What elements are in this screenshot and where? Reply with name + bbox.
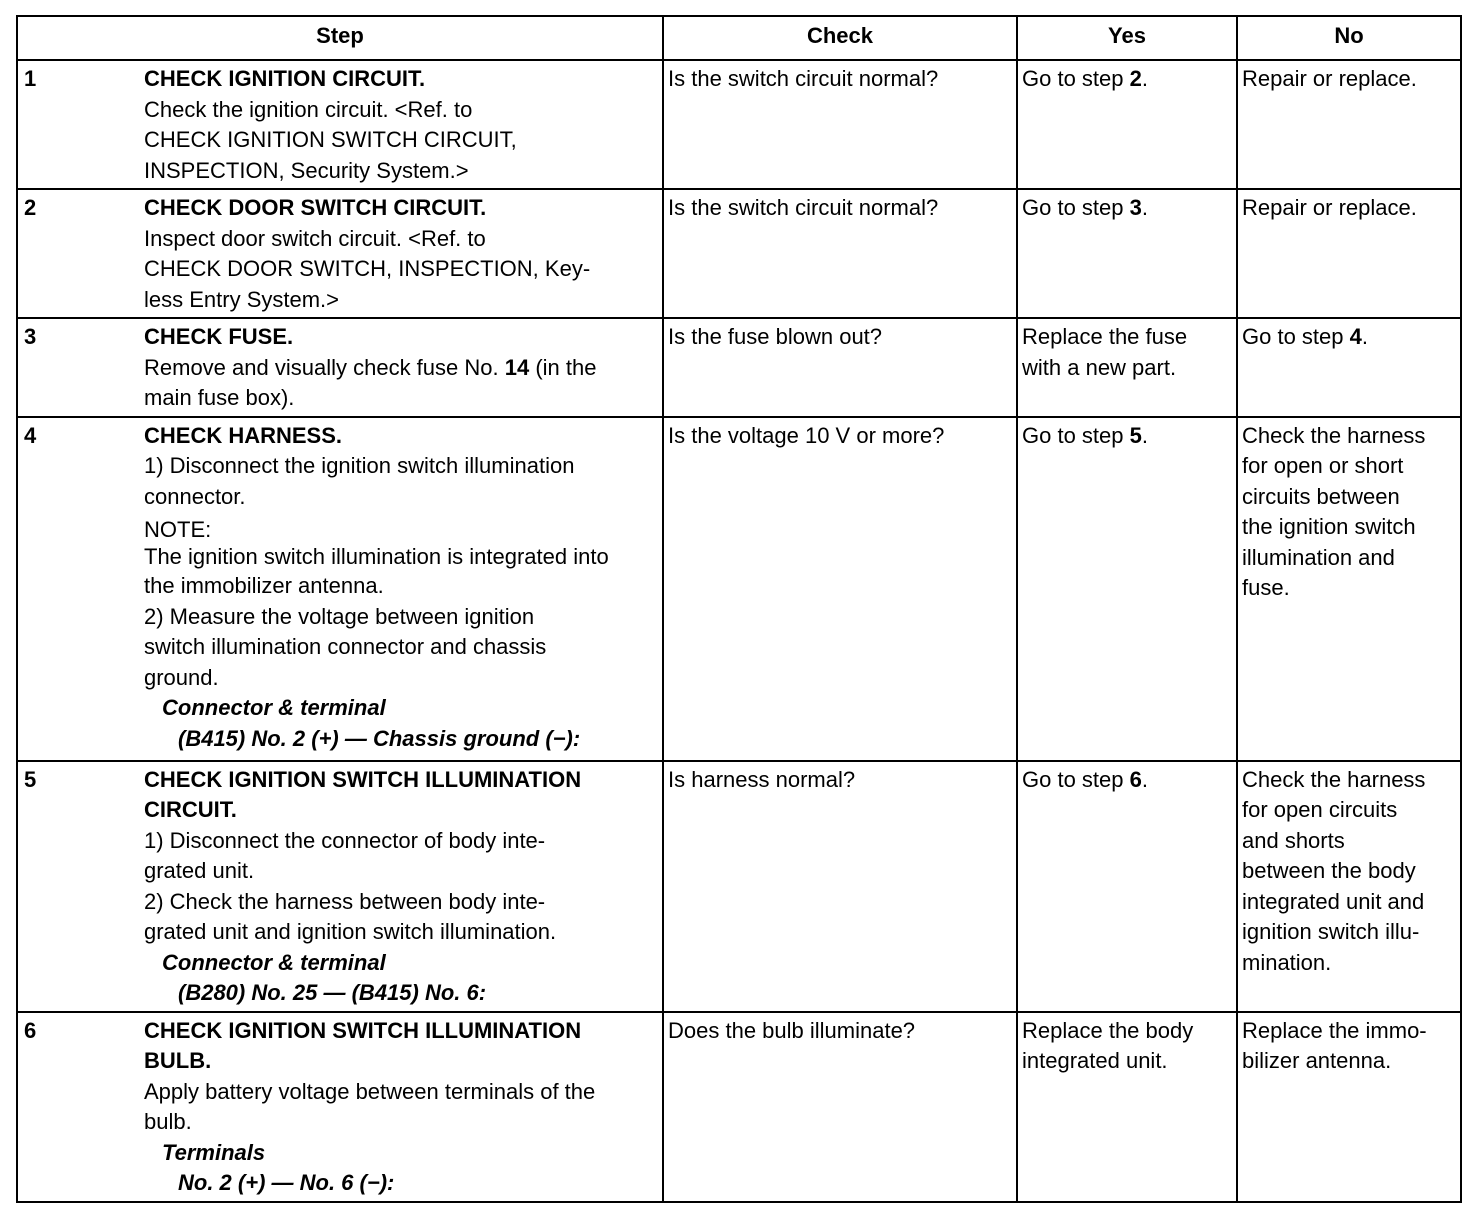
header-check: Check xyxy=(663,16,1017,60)
step-line: grated unit and ignition switch illumination. xyxy=(144,919,557,944)
header-yes: Yes xyxy=(1017,16,1237,60)
step-line: INSPECTION, Security System.> xyxy=(144,157,469,183)
yes-line: with a new part. xyxy=(1022,354,1177,380)
yes-suffix: . xyxy=(1141,195,1148,220)
step-cell xyxy=(17,417,663,761)
no-line: for open or short xyxy=(1242,453,1404,478)
step-body xyxy=(144,1016,658,1199)
no-line: illumination and xyxy=(1242,544,1395,570)
no-line: between the body xyxy=(1242,858,1416,883)
table-row xyxy=(17,1012,1461,1202)
yes-step-number: 3 xyxy=(1129,195,1142,220)
no-cell xyxy=(1237,761,1461,1012)
check-cell: Is the switch circuit normal? xyxy=(663,60,1017,189)
check-cell: Is harness normal? xyxy=(663,761,1017,1012)
step-title: CHECK IGNITION CIRCUIT. xyxy=(144,66,426,91)
no-line: Check the harness xyxy=(1242,422,1426,448)
no-line: circuits between xyxy=(1242,483,1400,509)
spec-label: Terminals xyxy=(162,1139,266,1165)
yes-cell xyxy=(1017,1012,1237,1202)
step-line xyxy=(144,353,658,384)
no-line: Replace the immo- xyxy=(1242,1017,1427,1043)
step-title: CHECK DOOR SWITCH CIRCUIT. xyxy=(144,195,487,220)
step-title: CHECK IGNITION SWITCH ILLUMINATION xyxy=(144,1017,582,1043)
yes-step-number: 2 xyxy=(1129,66,1142,91)
table-row xyxy=(17,761,1461,1012)
step-cell xyxy=(17,318,663,417)
step-body xyxy=(144,421,658,755)
table-row xyxy=(17,189,1461,318)
note-label: NOTE: xyxy=(144,517,212,542)
step-cell xyxy=(17,189,663,318)
step-body xyxy=(144,322,658,414)
step-line: bulb. xyxy=(144,1109,192,1134)
yes-suffix: . xyxy=(1141,422,1148,448)
step-line: 1) Disconnect the connector of body inte- xyxy=(144,827,546,853)
yes-step-number: 6 xyxy=(1129,766,1142,792)
step-line: Apply battery voltage between terminals of the xyxy=(144,1078,596,1104)
fuse-number: 14 xyxy=(504,354,530,380)
step-number: 1 xyxy=(24,66,37,91)
step-title: BULB. xyxy=(144,1048,212,1073)
header-row xyxy=(17,16,1461,60)
table-row xyxy=(17,417,1461,761)
yes-cell xyxy=(1017,761,1237,1012)
no-line: the ignition switch xyxy=(1242,514,1416,539)
yes-line: integrated unit. xyxy=(1022,1048,1168,1073)
step-title: CHECK HARNESS. xyxy=(144,422,343,448)
yes-suffix: . xyxy=(1141,66,1148,91)
step-text: (in the xyxy=(529,354,597,380)
header-no: No xyxy=(1237,16,1461,60)
yes-text: Go to step xyxy=(1022,66,1130,91)
step-text: Remove and visually check fuse No. xyxy=(144,354,505,380)
step-title: CHECK IGNITION SWITCH ILLUMINATION xyxy=(144,766,582,792)
step-number: 4 xyxy=(24,422,37,448)
no-text: Go to step xyxy=(1242,324,1350,349)
no-cell xyxy=(1237,417,1461,761)
step-line: connector. xyxy=(144,483,246,509)
step-number: 6 xyxy=(24,1017,37,1043)
check-cell: Does the bulb illuminate? xyxy=(663,1012,1017,1202)
step-line: 1) Disconnect the ignition switch illumination xyxy=(144,453,575,478)
yes-cell xyxy=(1017,318,1237,417)
yes-text: Go to step xyxy=(1022,766,1130,792)
step-body xyxy=(144,64,658,186)
yes-cell xyxy=(1017,60,1237,189)
step-line: ground. xyxy=(144,664,219,690)
step-cell xyxy=(17,1012,663,1202)
step-line: grated unit. xyxy=(144,858,255,883)
no-line: Check the harness xyxy=(1242,766,1426,792)
step-body xyxy=(144,765,658,1009)
yes-cell xyxy=(1017,417,1237,761)
yes-text: Go to step xyxy=(1022,195,1130,220)
step-line: 2) Check the harness between body inte- xyxy=(144,888,546,914)
step-line: less Entry System.> xyxy=(144,286,340,312)
step-number: 3 xyxy=(24,324,37,349)
no-line: mination. xyxy=(1242,949,1332,975)
yes-text: Go to step xyxy=(1022,422,1130,448)
step-cell xyxy=(17,60,663,189)
step-line: Inspect door switch circuit. <Ref. to xyxy=(144,225,486,251)
yes-line: Replace the fuse xyxy=(1022,324,1188,349)
no-line: bilizer antenna. xyxy=(1242,1048,1392,1073)
no-cell xyxy=(1237,1012,1461,1202)
note-line: the immobilizer antenna. xyxy=(144,573,384,598)
yes-step-number: 5 xyxy=(1129,422,1142,448)
step-title: CIRCUIT. xyxy=(144,797,237,822)
yes-cell xyxy=(1017,189,1237,318)
step-body xyxy=(144,193,658,315)
no-line: for open circuits xyxy=(1242,797,1398,822)
step-line: Check the ignition circuit. <Ref. to xyxy=(144,96,473,122)
step-cell xyxy=(17,761,663,1012)
no-line: fuse. xyxy=(1242,575,1290,600)
no-step-number: 4 xyxy=(1349,324,1362,349)
no-cell xyxy=(1237,318,1461,417)
step-line: switch illumination connector and chassis xyxy=(144,634,547,659)
step-number: 5 xyxy=(24,766,37,792)
diagnostic-table xyxy=(16,15,1462,1203)
no-cell: Repair or replace. xyxy=(1237,60,1461,189)
spec-label: Connector & terminal xyxy=(162,695,386,720)
spec-value: No. 2 (+) — No. 6 (−): xyxy=(178,1170,395,1195)
spec-label: Connector & terminal xyxy=(162,949,386,975)
no-suffix: . xyxy=(1361,324,1368,349)
table-row xyxy=(17,60,1461,189)
yes-line: Replace the body xyxy=(1022,1017,1194,1043)
spec-value: (B280) No. 25 — (B415) No. 6: xyxy=(178,980,487,1005)
check-cell: Is the voltage 10 V or more? xyxy=(663,417,1017,761)
step-line: main fuse box). xyxy=(144,385,295,410)
yes-suffix: . xyxy=(1141,766,1148,792)
step-line: CHECK IGNITION SWITCH CIRCUIT, xyxy=(144,127,517,152)
step-number: 2 xyxy=(24,195,37,220)
no-cell: Repair or replace. xyxy=(1237,189,1461,318)
step-line: CHECK DOOR SWITCH, INSPECTION, Key- xyxy=(144,256,591,281)
check-cell: Is the fuse blown out? xyxy=(663,318,1017,417)
no-line: integrated unit and xyxy=(1242,888,1425,914)
no-line: and shorts xyxy=(1242,827,1345,853)
note-line: The ignition switch illumination is integrated into xyxy=(144,544,609,569)
no-line: ignition switch illu- xyxy=(1242,919,1420,944)
header-step: Step xyxy=(17,16,663,60)
spec-value: (B415) No. 2 (+) — Chassis ground (−): xyxy=(178,725,581,751)
step-title: CHECK FUSE. xyxy=(144,324,294,349)
step-line: 2) Measure the voltage between ignition xyxy=(144,603,535,629)
table-row xyxy=(17,318,1461,417)
check-cell: Is the switch circuit normal? xyxy=(663,189,1017,318)
